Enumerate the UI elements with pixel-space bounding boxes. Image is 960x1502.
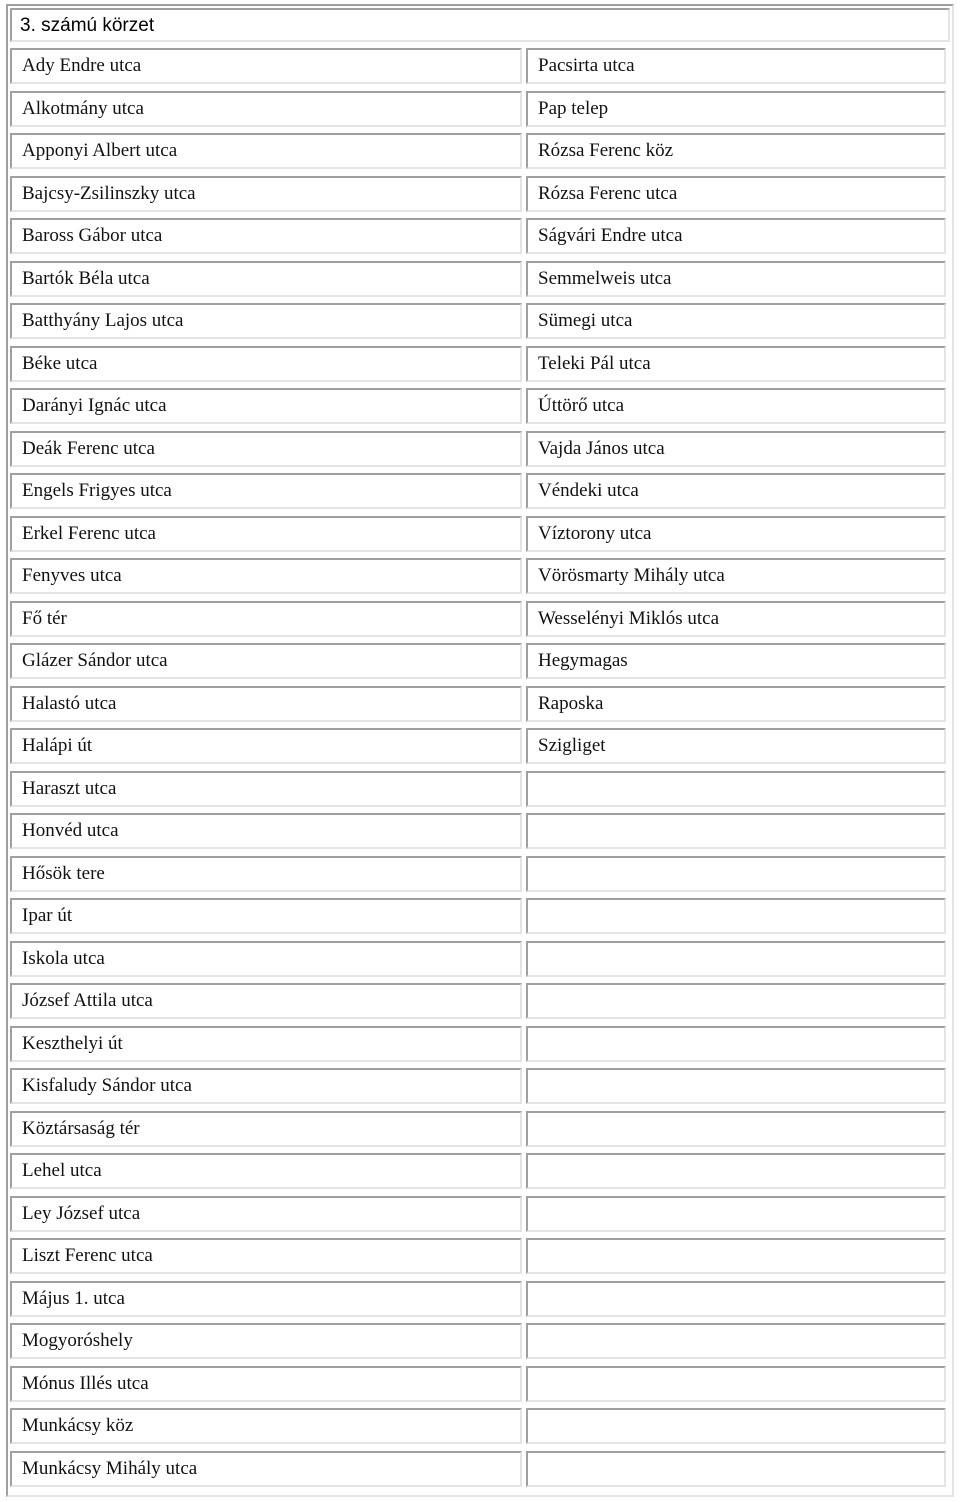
table-row	[10, 516, 950, 559]
street-name-cell	[526, 1281, 946, 1317]
street-name-cell: Honvéd utca	[10, 813, 522, 849]
table-row	[10, 1451, 950, 1494]
street-name-cell: Deák Ferenc utca	[10, 431, 522, 467]
street-name-cell: Munkácsy köz	[10, 1408, 522, 1444]
street-name-cell	[526, 771, 946, 807]
street-name-cell: Raposka	[526, 686, 946, 722]
street-name-cell	[526, 898, 946, 934]
street-name-cell	[526, 1111, 946, 1147]
table-row	[10, 771, 950, 814]
street-name-cell: Haraszt utca	[10, 771, 522, 807]
street-name-cell	[526, 1408, 946, 1444]
street-name-cell: Ipar út	[10, 898, 522, 934]
street-name-cell: Mogyoróshely	[10, 1323, 522, 1359]
street-name-cell: Szigliget	[526, 728, 946, 764]
table-row	[10, 941, 950, 984]
table-row	[10, 643, 950, 686]
street-name-cell: Pacsirta utca	[526, 48, 946, 84]
street-name-cell: Batthyány Lajos utca	[10, 303, 522, 339]
table-row	[10, 133, 950, 176]
table-row	[10, 388, 950, 431]
table-row	[10, 431, 950, 474]
street-name-cell	[526, 856, 946, 892]
street-name-cell: Ságvári Endre utca	[526, 218, 946, 254]
street-name-cell: Hegymagas	[526, 643, 946, 679]
street-rows	[10, 48, 950, 1493]
table-row	[10, 218, 950, 261]
street-name-cell: Wesselényi Miklós utca	[526, 601, 946, 637]
table-row	[10, 346, 950, 389]
street-name-cell	[526, 1068, 946, 1104]
street-name-cell	[526, 983, 946, 1019]
street-name-cell: Ley József utca	[10, 1196, 522, 1232]
street-name-cell: Víztorony utca	[526, 516, 946, 552]
table-row	[10, 1026, 950, 1069]
street-name-cell: Darányi Ignác utca	[10, 388, 522, 424]
table-row	[10, 813, 950, 856]
street-name-cell: Mónus Illés utca	[10, 1366, 522, 1402]
table-row	[10, 1281, 950, 1324]
street-name-cell	[526, 1366, 946, 1402]
street-name-cell: Vörösmarty Mihály utca	[526, 558, 946, 594]
street-name-cell: Glázer Sándor utca	[10, 643, 522, 679]
table-row	[10, 983, 950, 1026]
street-name-cell: Bartók Béla utca	[10, 261, 522, 297]
table-row	[10, 898, 950, 941]
street-name-cell	[526, 1323, 946, 1359]
table-row	[10, 1196, 950, 1239]
district-table	[6, 4, 954, 1497]
table-row	[10, 176, 950, 219]
table-row	[10, 261, 950, 304]
street-name-cell: Fő tér	[10, 601, 522, 637]
table-row	[10, 91, 950, 134]
table-row	[10, 1238, 950, 1281]
table-row	[10, 601, 950, 644]
street-name-cell: Halápi út	[10, 728, 522, 764]
street-name-cell: Kisfaludy Sándor utca	[10, 1068, 522, 1104]
table-row	[10, 558, 950, 601]
street-name-cell: Iskola utca	[10, 941, 522, 977]
street-name-cell	[526, 813, 946, 849]
street-name-cell: Rózsa Ferenc utca	[526, 176, 946, 212]
street-name-cell	[526, 1196, 946, 1232]
table-row	[10, 686, 950, 729]
street-name-cell: Vajda János utca	[526, 431, 946, 467]
street-name-cell: Lehel utca	[10, 1153, 522, 1189]
district-title: 3. számú körzet	[10, 8, 950, 42]
street-name-cell: Fenyves utca	[10, 558, 522, 594]
street-name-cell	[526, 1451, 946, 1487]
street-name-cell: Május 1. utca	[10, 1281, 522, 1317]
street-name-cell: Baross Gábor utca	[10, 218, 522, 254]
street-name-cell	[526, 1238, 946, 1274]
street-name-cell: Liszt Ferenc utca	[10, 1238, 522, 1274]
street-name-cell: Apponyi Albert utca	[10, 133, 522, 169]
street-name-cell: Úttörő utca	[526, 388, 946, 424]
street-name-cell: Béke utca	[10, 346, 522, 382]
street-name-cell: Véndeki utca	[526, 473, 946, 509]
table-row	[10, 1408, 950, 1451]
table-row	[10, 473, 950, 516]
street-name-cell: Hősök tere	[10, 856, 522, 892]
table-row	[10, 1366, 950, 1409]
table-row	[10, 728, 950, 771]
street-name-cell	[526, 1026, 946, 1062]
street-name-cell: Köztársaság tér	[10, 1111, 522, 1147]
table-row	[10, 1111, 950, 1154]
street-name-cell: Rózsa Ferenc köz	[526, 133, 946, 169]
street-name-cell: Bajcsy-Zsilinszky utca	[10, 176, 522, 212]
street-name-cell	[526, 1153, 946, 1189]
table-row	[10, 1153, 950, 1196]
street-name-cell: Teleki Pál utca	[526, 346, 946, 382]
street-name-cell: Alkotmány utca	[10, 91, 522, 127]
street-name-cell: Engels Frigyes utca	[10, 473, 522, 509]
table-row	[10, 1068, 950, 1111]
street-name-cell: Semmelweis utca	[526, 261, 946, 297]
street-name-cell: József Attila utca	[10, 983, 522, 1019]
street-name-cell: Halastó utca	[10, 686, 522, 722]
table-row	[10, 856, 950, 899]
table-row	[10, 1323, 950, 1366]
street-name-cell: Erkel Ferenc utca	[10, 516, 522, 552]
street-name-cell	[526, 941, 946, 977]
street-name-cell: Keszthelyi út	[10, 1026, 522, 1062]
street-name-cell: Pap telep	[526, 91, 946, 127]
table-row	[10, 303, 950, 346]
street-name-cell: Munkácsy Mihály utca	[10, 1451, 522, 1487]
street-name-cell: Ady Endre utca	[10, 48, 522, 84]
street-name-cell: Sümegi utca	[526, 303, 946, 339]
table-row	[10, 48, 950, 91]
